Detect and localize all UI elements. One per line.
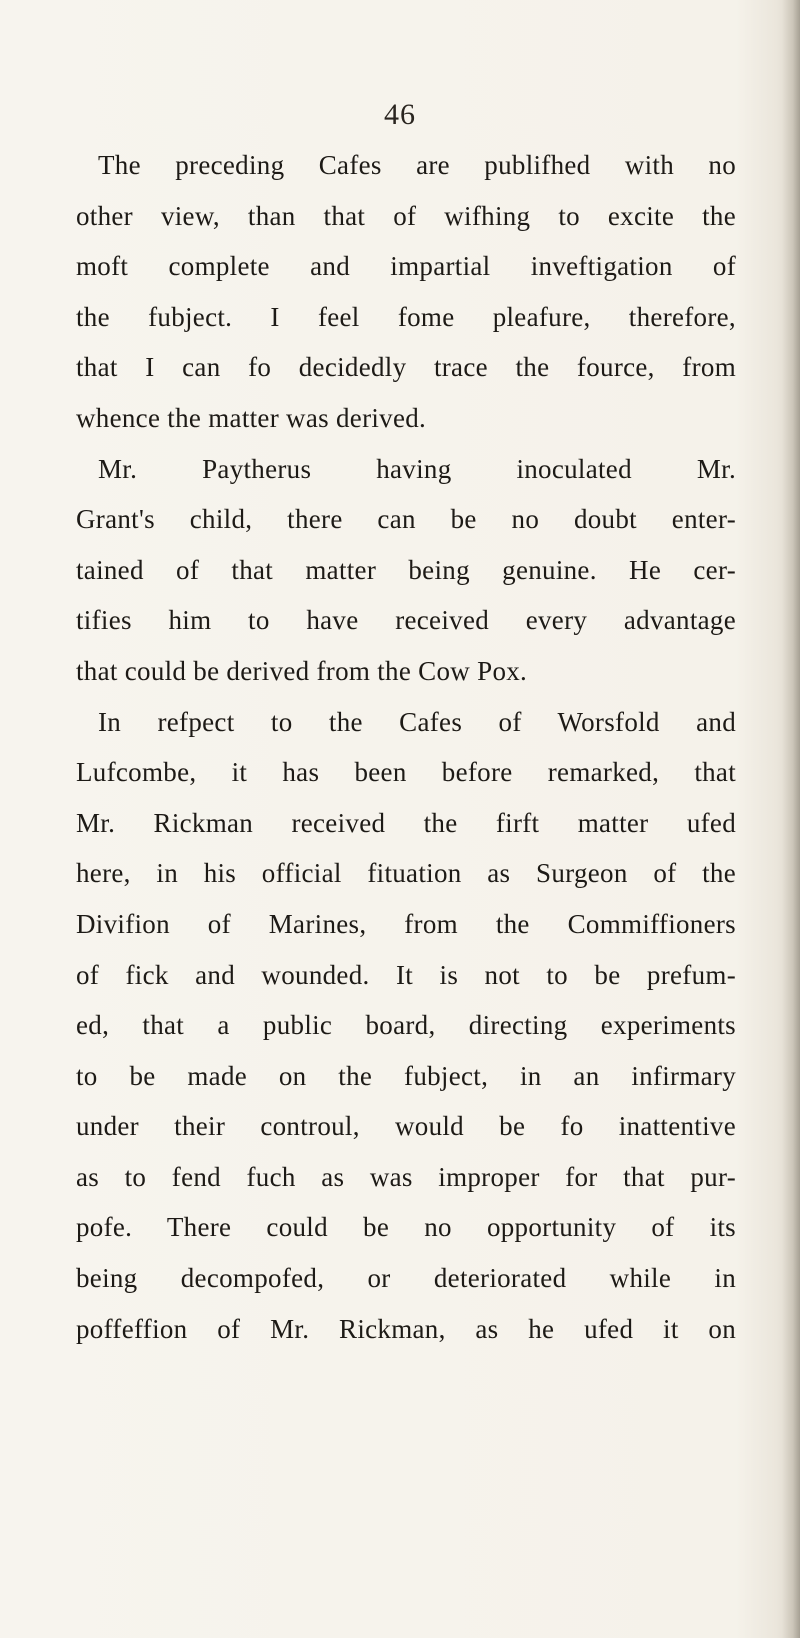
text-line-15: here, in his official fituation as Surgeon of the xyxy=(76,858,736,889)
text-line-14: Mr. Rickman received the firft matter ufed xyxy=(76,807,736,838)
text-line-12: In refpect to the Cafes of Worsfold and xyxy=(98,706,736,737)
text-line-21: as to fend fuch as was improper for that pur- xyxy=(76,1161,736,1192)
text-line-17: of fick and wounded. It is not to be prefum- xyxy=(76,959,736,990)
text-line-19: to be made on the fubject, in an infirmary xyxy=(76,1060,736,1091)
text-line-16: Divifion of Marines, from the Commiffioners xyxy=(76,908,736,939)
text-line-6: whence the matter was derived. xyxy=(76,402,427,433)
text-line-1: The preceding Cafes are publifhed with no xyxy=(98,150,736,180)
text-line-8: Grant's child, there can be no doubt enter- xyxy=(76,504,736,535)
text-line-13: Lufcombe, it has been before remarked, that xyxy=(76,757,736,788)
page-number: 46 xyxy=(384,98,416,131)
body-text xyxy=(76,140,736,1354)
text-line-20: under their controul, would be fo inattentive xyxy=(76,1111,736,1142)
page-edge-shadow xyxy=(782,0,800,1638)
text-line-23: being decompofed, or deteriorated while in xyxy=(76,1263,736,1294)
text-line-2: other view, than that of wifhing to excite the xyxy=(76,200,736,231)
text-line-10: tifies him to have received every advantage xyxy=(76,605,736,636)
text-line-9: tained of that matter being genuine. He cer- xyxy=(76,554,736,585)
text-line-24: poffeffion of Mr. Rickman, as he ufed it on xyxy=(76,1313,736,1344)
text-line-7: Mr. Paytherus having inoculated Mr. xyxy=(98,453,736,484)
text-line-18: ed, that a public board, directing experiments xyxy=(76,1010,736,1041)
text-line-11: that could be derived from the Cow Pox. xyxy=(76,655,528,686)
text-line-5: that I can fo decidedly trace the fource, from xyxy=(76,352,736,383)
text-line-3: moft complete and impartial inveftigation of xyxy=(76,251,736,282)
text-line-4: the fubject. I feel fome pleafure, therefore, xyxy=(76,301,736,332)
text-line-22: pofe. There could be no opportunity of its xyxy=(76,1212,736,1243)
